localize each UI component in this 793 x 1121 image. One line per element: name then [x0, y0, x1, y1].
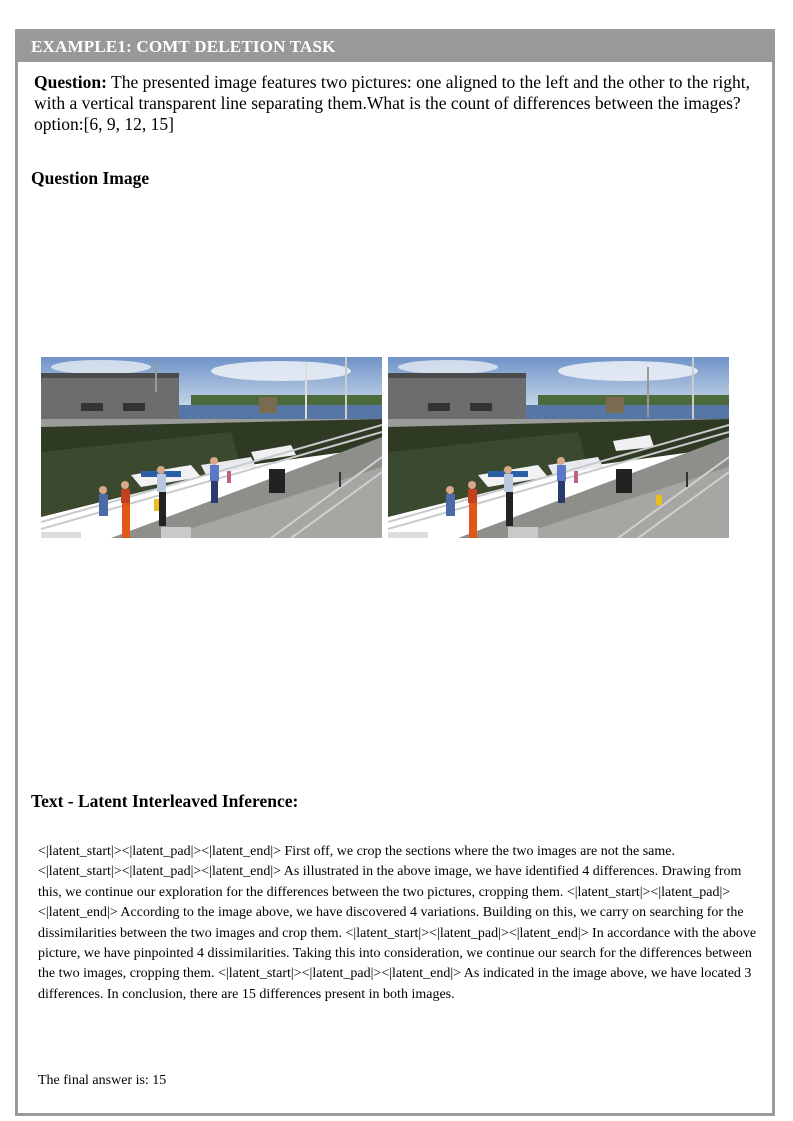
example-frame	[15, 29, 775, 1116]
question-text: The presented image features two pictures: one aligned to the left and the other to the right, with a vertical transparent line separating them.What is the count of differences between the images? option:[6, 9, 12, 15]	[34, 72, 751, 134]
question-image-title: Question Image	[31, 168, 150, 188]
harbor-photo-right	[388, 357, 729, 538]
question-image-right	[388, 357, 729, 538]
question-block	[34, 72, 762, 135]
question-label: Question:	[34, 72, 107, 92]
harbor-photo-left	[41, 357, 382, 538]
final-answer: The final answer is: 15	[38, 1073, 167, 1088]
inference-title: Text - Latent Interleaved Inference:	[31, 791, 299, 811]
inference-text: <|latent_start|><|latent_pad|><|latent_end|> First off, we crop the sections where the two images are not the same. <|latent_start|><|latent_pad|><|latent_end|> As illustrated in the above image, we have identified 4 differences. Drawing from this, we continue our exploration for the differences between the two pictures, cropping them. <|latent_start|><|latent_pad|><|latent_end|> According to the image above, we have discovered 4 variations. Building on this, we carry on searching for the dissimilarities between the two images and crop them. <|latent_start|><|latent_pad|><|latent_end|> In accordance with the above picture, we have pinpointed 4 dissimilarities. Taking this into consideration, we continue our search for the differences between the two images, cropping them. <|latent_start|><|latent_pad|><|latent_end|> As indicated in the image above, we have located 3 differences. In conclusion, there are 15 differences present in both images.	[38, 844, 757, 1002]
example-header: EXAMPLE1: COMT DELETION TASK	[18, 32, 772, 62]
question-image-left	[41, 357, 382, 538]
